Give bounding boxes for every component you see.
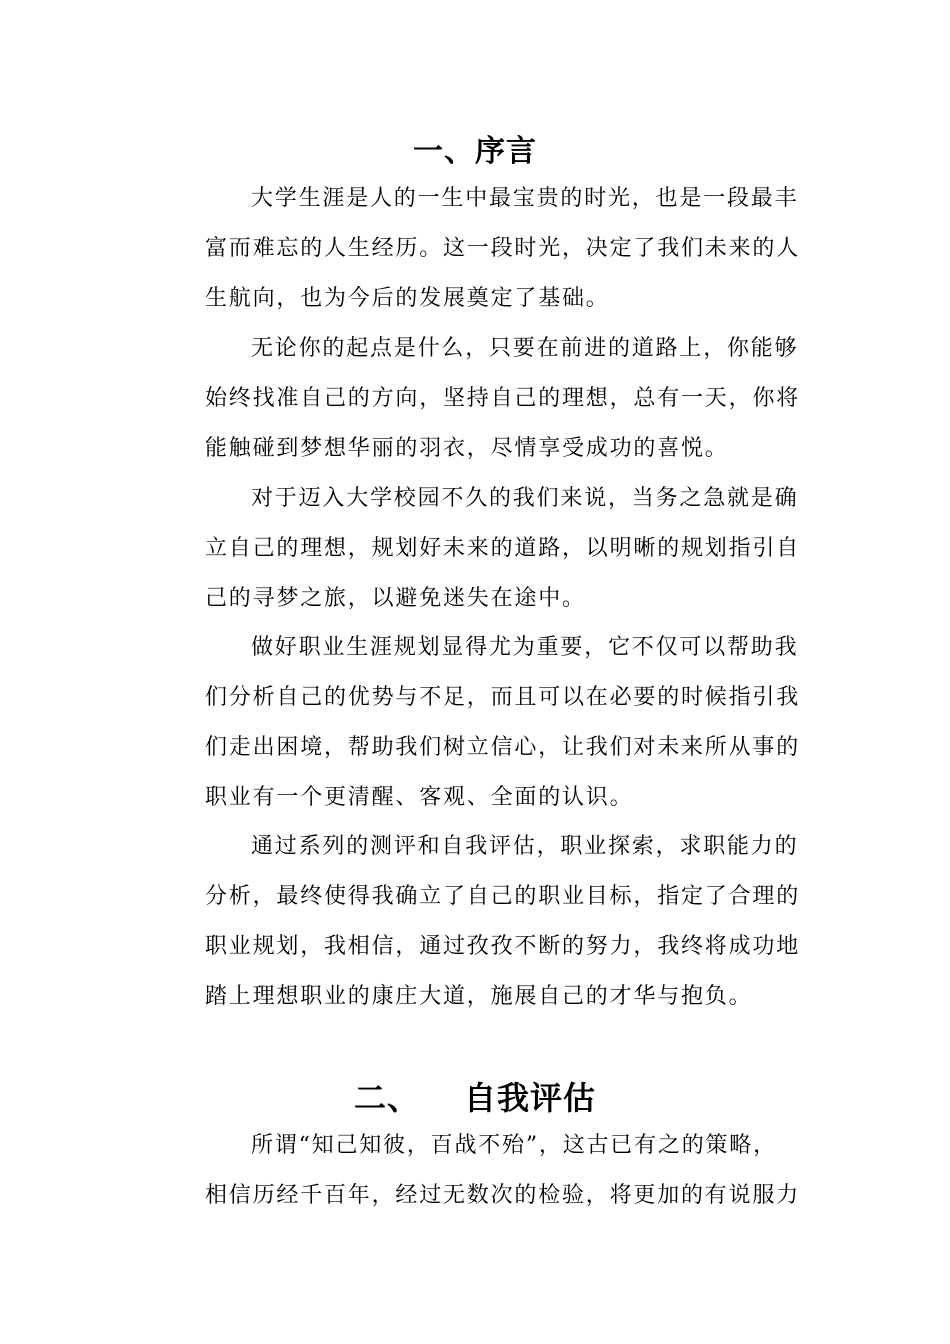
text-line: 们走出困境，帮助我们树立信心，让我们对未来所从事的 — [205, 735, 801, 760]
text-line: 立自己的理想，规划好未来的道路，以明晰的规划指引自 — [205, 536, 801, 561]
section-1-paragraph-4 — [205, 623, 805, 823]
section-2-number: 二、 — [353, 1079, 420, 1117]
text-line: 无论你的起点是什么，只要在前进的道路上，你能够 — [251, 336, 799, 361]
section-1-paragraph-1 — [205, 174, 805, 324]
section-1-paragraph-5 — [205, 822, 805, 1022]
text-line: 富而难忘的人生经历。这一段时光，决定了我们未来的人 — [205, 236, 801, 261]
text-line: 职业有一个更清醒、客观、全面的认识。 — [205, 785, 634, 810]
text-line: 己的寻梦之旅，以避免迷失在途中。 — [205, 586, 586, 611]
text-line: 相信历经千百年，经过无数次的检验，将更加的有说服力 — [205, 1183, 801, 1208]
section-2-paragraph-1 — [205, 1121, 805, 1221]
text-line: 所谓“知己知彼，百战不殆”，这古已有之的策略， — [251, 1133, 777, 1158]
text-line: 始终找准自己的方向，坚持自己的理想，总有一天，你将 — [205, 386, 801, 411]
section-2-title: 自我评估 — [464, 1079, 597, 1117]
text-line: 们分析自己的优势与不足，而且可以在必要的时候指引我 — [205, 685, 801, 710]
text-line: 生航向，也为今后的发展奠定了基础。 — [205, 286, 610, 311]
text-line: 分析，最终使得我确立了自己的职业目标，指定了合理的 — [205, 884, 801, 909]
section-1-paragraph-3 — [205, 474, 805, 624]
text-line: 通过系列的测评和自我评估，职业探索，求职能力的 — [251, 834, 799, 859]
text-line: 对于迈入大学校园不久的我们来说，当务之急就是确 — [251, 486, 799, 511]
section-2-heading — [0, 1078, 950, 1118]
text-line: 踏上理想职业的康庄大道，施展自己的才华与抱负。 — [205, 984, 753, 1009]
section-1-paragraph-2 — [205, 324, 805, 474]
text-line: 职业规划，我相信，通过孜孜不断的努力，我终将成功地 — [205, 934, 801, 959]
text-line: 能触碰到梦想华丽的羽衣，尽情享受成功的喜悦。 — [205, 436, 729, 461]
section-1-heading: 一、序言 — [413, 134, 537, 169]
text-line: 做好职业生涯规划显得尤为重要，它不仅可以帮助我 — [251, 635, 799, 660]
text-line: 大学生涯是人的一生中最宝贵的时光，也是一段最丰 — [251, 186, 799, 211]
